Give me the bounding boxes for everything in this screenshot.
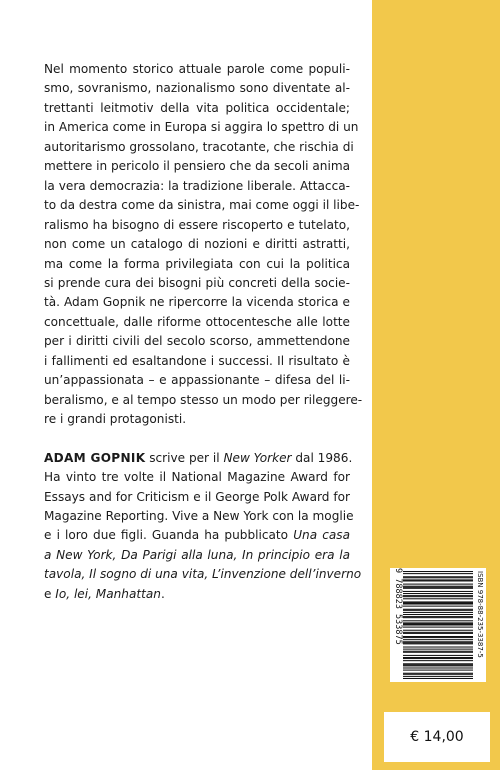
- barcode-bar: [403, 622, 473, 623]
- isbn-label: ISBN 978-88-235-3387-5: [476, 571, 484, 658]
- barcode-bar: [403, 598, 473, 599]
- barcode-bar: [403, 604, 473, 605]
- blurb-line: concettuale, dalle riforme ottocentesche alle lotte: [44, 314, 350, 329]
- blurb-line: mettere in pericolo il pensiero che da secoli anima: [44, 159, 351, 174]
- barcode-bar: [403, 602, 473, 603]
- barcode-digits: 9 788823 533875: [393, 568, 403, 645]
- book-title: Una casa: [293, 528, 351, 543]
- bio-text: dal 1986.: [291, 450, 353, 465]
- barcode-bar: [403, 593, 473, 594]
- barcode-bar: [403, 660, 473, 661]
- back-cover-text: [44, 60, 363, 604]
- blurb-line: ma come la forma privilegiata con cui la politica: [44, 256, 350, 271]
- blurb-line: beralismo, e al tempo stesso un modo per rileggere-: [44, 392, 363, 407]
- barcode-bar: [403, 584, 473, 585]
- bio-line: [44, 585, 350, 604]
- barcode-bar: [403, 632, 473, 633]
- book-titles: a New York, Da Parigi alla luna, In principio era la: [44, 547, 350, 562]
- barcode-bar: [403, 624, 473, 625]
- blurb-paragraph: [44, 60, 363, 430]
- barcode-bar: [403, 596, 473, 597]
- blurb-line: la vera democrazia: la tradizione liberale. Attacca-: [44, 178, 350, 193]
- bio-line: Essays and for Criticism e il George Polk Award for: [44, 489, 350, 504]
- barcode-bar: [403, 609, 473, 610]
- blurb-line: trettanti leitmotiv della vita politica occidentale;: [44, 100, 350, 115]
- barcode-bar: [403, 586, 473, 587]
- barcode-bar: [403, 658, 473, 659]
- barcode-bar: [403, 601, 473, 602]
- price-label: € 14,00: [410, 729, 464, 745]
- barcode-bar: [403, 591, 473, 592]
- barcode-bar: [403, 636, 473, 637]
- barcode-bar: [403, 676, 473, 677]
- barcode-bar: [403, 627, 473, 628]
- bio-line: [44, 526, 350, 545]
- barcode-rotated: [390, 568, 486, 682]
- barcode-bar: [403, 639, 473, 640]
- blurb-line: to da destra come da sinistra, mai come oggi il libe-: [44, 198, 360, 213]
- barcode-bar: [403, 620, 473, 621]
- barcode-bar: [403, 665, 473, 666]
- barcode-bar: [403, 664, 473, 665]
- price-tag: [384, 712, 490, 762]
- barcode-bar: [403, 655, 473, 656]
- bio-line: Magazine Reporting. Vive a New York con la moglie: [44, 508, 354, 523]
- bio-text: e: [44, 586, 56, 601]
- blurb-line: Nel momento storico attuale parole come populi-: [44, 62, 350, 76]
- barcode-bar: [403, 579, 473, 580]
- bio-text: e i loro due figli. Guanda ha pubblicato: [44, 528, 294, 543]
- barcode-bar: [403, 571, 473, 572]
- blurb-line: non come un catalogo di nozioni e diritti astratti,: [44, 237, 350, 252]
- magazine-title: New Yorker: [223, 450, 292, 465]
- barcode-bar: [403, 678, 473, 679]
- blurb-line: si prende cura dei bisogni più concreti della socie-: [44, 275, 350, 290]
- barcode-bar: [403, 580, 473, 581]
- barcode-bar: [403, 606, 473, 607]
- bio-line: [44, 449, 353, 468]
- barcode-bar: [403, 587, 473, 588]
- barcode-bar: [403, 610, 473, 611]
- blurb-line: per i diritti civili del secolo scorso, ammettendone: [44, 334, 350, 349]
- barcode-bars: [403, 571, 473, 679]
- barcode-bar: [403, 612, 473, 613]
- barcode-bar: [403, 641, 473, 642]
- blurb-line: tà. Adam Gopnik ne ripercorre la vicenda storica e: [44, 295, 350, 310]
- book-titles: tavola, Il sogno di una vita, L’invenzione dell’inverno: [44, 567, 362, 582]
- book-title: Io, lei, Manhattan: [55, 586, 161, 601]
- barcode-bar: [403, 673, 473, 674]
- barcode-bar: [403, 617, 473, 618]
- barcode-bar: [403, 651, 473, 652]
- author-bio: [44, 449, 362, 605]
- barcode-bar: [403, 663, 473, 664]
- barcode-bar: [403, 667, 473, 668]
- blurb-line: re i grandi protagonisti.: [44, 412, 187, 427]
- barcode-bar: [403, 649, 473, 650]
- barcode-bar: [403, 642, 473, 643]
- blurb-line: i fallimenti ed esaltandone i successi. Il risultato è: [44, 353, 350, 368]
- blurb-line: smo, sovranismo, nazionalismo sono diventate al-: [44, 81, 350, 96]
- isbn-barcode: [390, 568, 486, 682]
- blurb-line: autoritarismo grossolano, tracotante, che rischia di: [44, 139, 354, 154]
- blurb-line: in America come in Europa si aggira lo spettro di un: [44, 120, 359, 135]
- barcode-bar: [403, 614, 473, 615]
- barcode-bar: [403, 637, 473, 638]
- barcode-bar: [403, 657, 473, 658]
- barcode-bar: [403, 633, 473, 634]
- bio-line: Ha vinto tre volte il National Magazine Award for: [44, 470, 350, 485]
- bio-text: scrive per il: [145, 450, 224, 465]
- barcode-bar: [403, 652, 473, 653]
- blurb-line: ralismo ha bisogno di essere riscoperto e tutelato,: [44, 217, 350, 232]
- barcode-bar: [403, 595, 473, 596]
- barcode-bar: [403, 577, 473, 578]
- barcode-bar: [403, 616, 473, 617]
- barcode-bar: [403, 646, 473, 647]
- barcode-bar: [403, 588, 473, 589]
- bio-line: [44, 546, 350, 565]
- author-name: ADAM GOPNIK: [44, 450, 146, 465]
- barcode-bar: [403, 623, 473, 624]
- bio-line: [44, 565, 362, 584]
- blurb-line: un’appassionata – e appassionante – difesa del li-: [44, 373, 350, 388]
- barcode-bar: [403, 573, 473, 574]
- barcode-bar: [403, 670, 473, 671]
- bio-text: .: [160, 586, 165, 601]
- barcode-bar: [403, 576, 473, 577]
- barcode-bar: [403, 643, 473, 644]
- barcode-bar: [403, 674, 473, 675]
- barcode-bar: [403, 630, 473, 631]
